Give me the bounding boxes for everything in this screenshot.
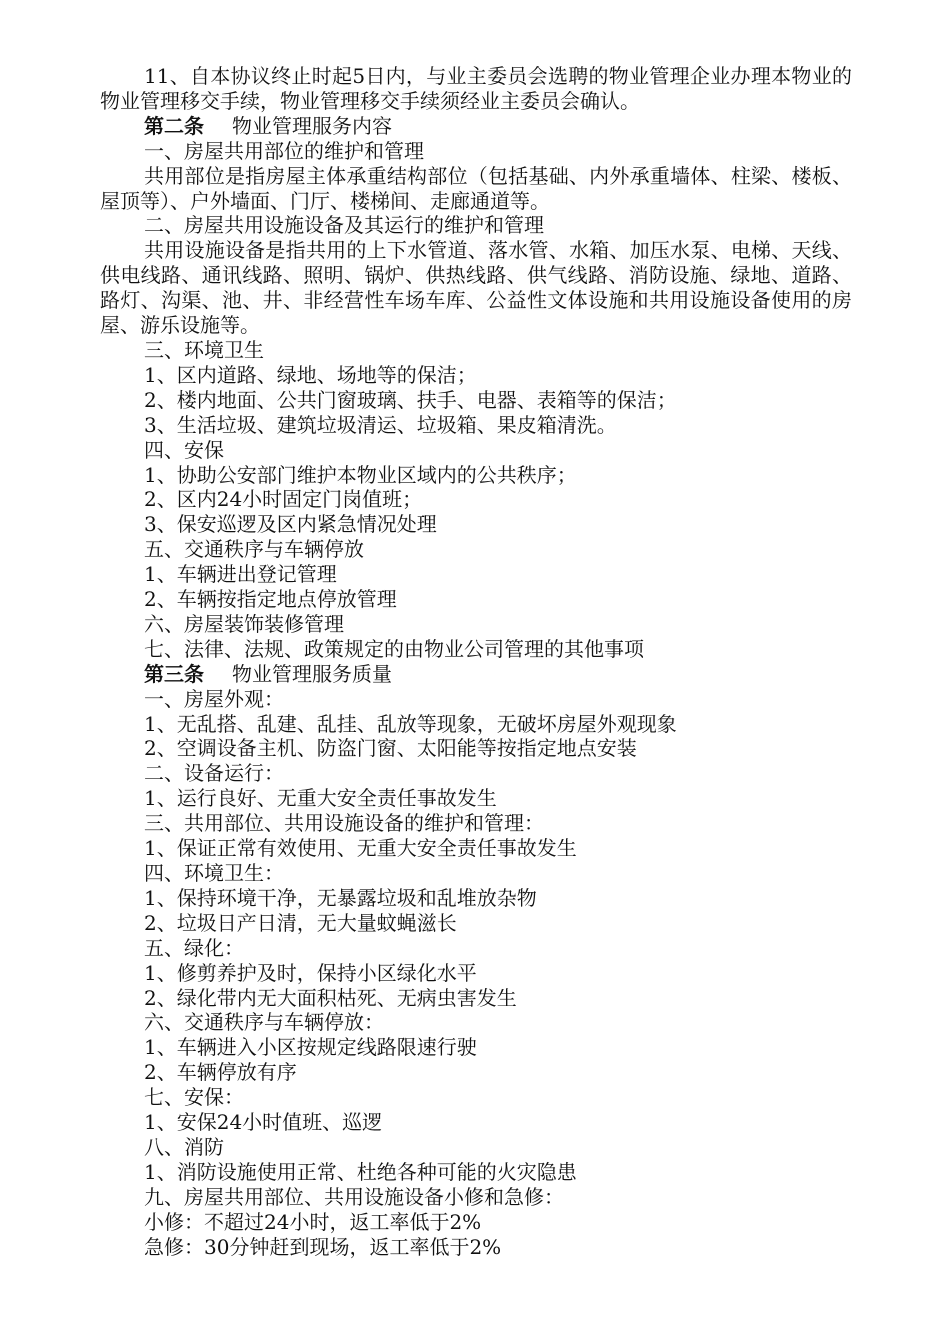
list-item: 九、房屋共用部位、共用设施设备小修和急修： bbox=[144, 1184, 564, 1209]
list-item: 2、区内24小时固定门岗值班； bbox=[144, 487, 423, 512]
list-item: 六、交通秩序与车辆停放： bbox=[144, 1010, 384, 1035]
list-item: 一、房屋外观： bbox=[144, 686, 284, 711]
paragraph-common-facilities: 共用设施设备是指共用的上下水管道、落水管、水箱、加压水泵、电梯、天线、供电线路、通讯线路、照明、锅炉、供热线路、供气线路、消防设施、绿地、道路、路灯、沟渠、池、井、非经营性车场车库、公益性文体设施和共用设施设备使用的房屋、游乐设施等。 bbox=[100, 238, 852, 338]
list-item: 2、绿化带内无大面积枯死、无病虫害发生 bbox=[144, 985, 517, 1010]
list-item: 五、绿化： bbox=[144, 935, 244, 960]
list-item: 八、消防 bbox=[144, 1134, 224, 1159]
list-item: 七、安保： bbox=[144, 1085, 244, 1110]
article-label: 第三条 bbox=[144, 661, 204, 686]
list-item: 三、环境卫生 bbox=[144, 337, 264, 362]
list-item: 二、房屋共用设施设备及其运行的维护和管理 bbox=[144, 213, 544, 238]
list-item: 四、环境卫生： bbox=[144, 861, 284, 885]
list-item: 2、楼内地面、公共门窗玻璃、扶手、电器、表箱等的保洁； bbox=[144, 387, 677, 412]
list-item: 1、区内道路、绿地、场地等的保洁； bbox=[144, 362, 477, 387]
paragraph-transfer-procedure: 11、自本协议终止时起5日内，与业主委员会选聘的物业管理企业办理本物业的物业管理移交手续，物业管理移交手续须经业主委员会确认。 bbox=[100, 64, 852, 113]
section-heading-article-3 bbox=[100, 662, 852, 687]
list-item: 一、房屋共用部位的维护和管理 bbox=[144, 138, 424, 163]
list-item: 1、协助公安部门维护本物业区域内的公共秩序； bbox=[144, 462, 577, 487]
list-item: 六、房屋装饰装修管理 bbox=[144, 611, 344, 636]
list-item: 3、生活垃圾、建筑垃圾清运、垃圾箱、果皮箱清洗。 bbox=[144, 412, 617, 437]
document-page bbox=[100, 64, 852, 1260]
list-item: 四、安保 bbox=[144, 437, 224, 462]
list-item: 二、设备运行： bbox=[144, 761, 284, 786]
article-title: 物业管理服务内容 bbox=[232, 113, 392, 138]
section-heading-article-2 bbox=[100, 114, 852, 139]
list-item: 1、修剪养护及时，保持小区绿化水平 bbox=[144, 960, 477, 985]
list-item: 1、消防设施使用正常、杜绝各种可能的火灾隐患 bbox=[144, 1159, 577, 1184]
list-item: 1、车辆进出登记管理 bbox=[144, 562, 337, 587]
list-item: 2、垃圾日产日清，无大量蚊蝇滋长 bbox=[144, 910, 457, 935]
list-item: 1、保持环境干净，无暴露垃圾和乱堆放杂物 bbox=[144, 885, 537, 910]
list-item: 急修：30分钟赶到现场，返工率低于2% bbox=[144, 1234, 502, 1259]
list-item: 1、保证正常有效使用、无重大安全责任事故发生 bbox=[144, 836, 577, 861]
list-item: 1、运行良好、无重大安全责任事故发生 bbox=[144, 786, 497, 811]
list-item: 小修：不超过24小时，返工率低于2% bbox=[144, 1209, 482, 1234]
article-title: 物业管理服务质量 bbox=[232, 661, 392, 686]
list-item: 三、共用部位、共用设施设备的维护和管理： bbox=[144, 811, 544, 836]
list-item: 3、保安巡逻及区内紧急情况处理 bbox=[144, 512, 437, 537]
list-item: 1、安保24小时值班、巡逻 bbox=[144, 1110, 383, 1135]
list-item: 五、交通秩序与车辆停放 bbox=[144, 537, 364, 562]
list-item: 2、空调设备主机、防盗门窗、太阳能等按指定地点安装 bbox=[144, 736, 637, 761]
list-item: 2、车辆停放有序 bbox=[144, 1060, 297, 1085]
list-item: 1、无乱搭、乱建、乱挂、乱放等现象，无破坏房屋外观现象 bbox=[144, 711, 677, 736]
article-label: 第二条 bbox=[144, 113, 204, 138]
list-item: 1、车辆进入小区按规定线路限速行驶 bbox=[144, 1035, 477, 1060]
paragraph-common-parts: 共用部位是指房屋主体承重结构部位（包括基础、内外承重墙体、柱梁、楼板、屋顶等）、户外墙面、门厅、楼梯间、走廊通道等。 bbox=[100, 163, 852, 213]
list-item: 2、车辆按指定地点停放管理 bbox=[144, 587, 397, 612]
list-item: 七、法律、法规、政策规定的由物业公司管理的其他事项 bbox=[144, 636, 644, 661]
